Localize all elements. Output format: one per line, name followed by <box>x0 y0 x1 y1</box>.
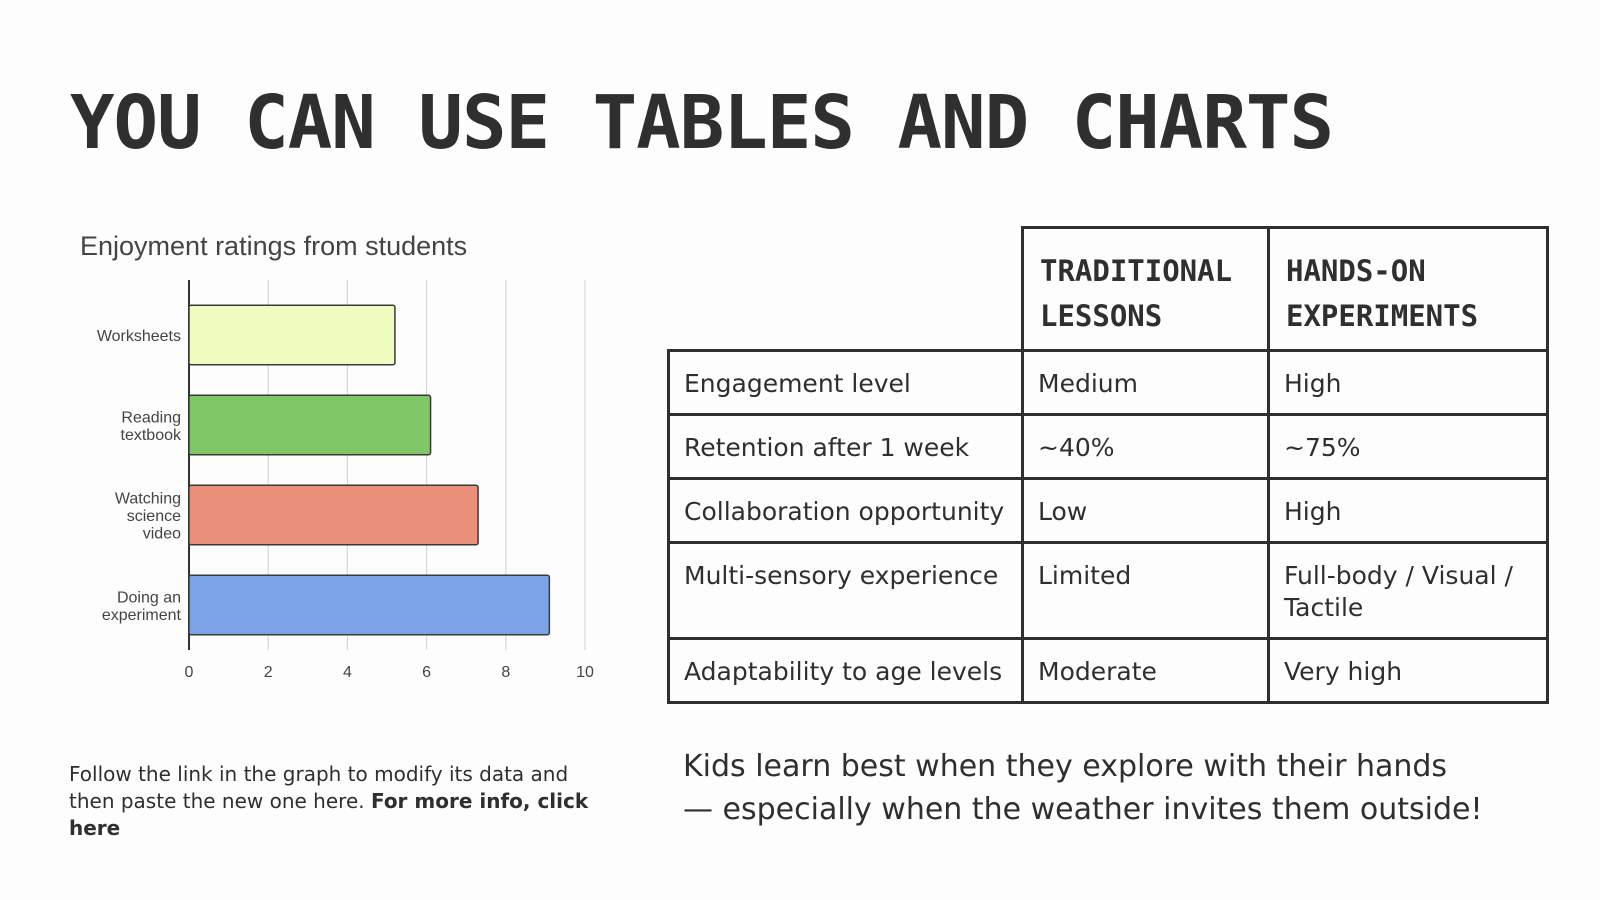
chart-title: Enjoyment ratings from students <box>80 231 468 261</box>
chart-bars <box>189 305 549 634</box>
slide-title: YOU CAN USE TABLES AND CHARTS <box>70 80 1334 166</box>
header-traditional-lessons: TRADITIONAL LESSONS <box>1023 228 1269 351</box>
traditional-cell: Medium <box>1023 351 1269 415</box>
enjoyment-chart[interactable] <box>0 210 620 690</box>
table-row <box>669 543 1548 639</box>
traditional-cell: Low <box>1023 479 1269 543</box>
table-header-row <box>669 228 1548 351</box>
traditional-cell: ~40% <box>1023 415 1269 479</box>
chart-x-tick-labels <box>185 664 594 681</box>
chart-note-text: Follow the link in the graph to modify its data and then paste the new one here. <box>69 762 569 813</box>
x-tick-label: 6 <box>422 664 432 681</box>
bar <box>189 305 395 364</box>
category-label: Doing an experiment <box>101 589 181 624</box>
tagline: Kids learn best when they explore with their hands — especially when the weather invites them outside! <box>683 749 1483 827</box>
chart-category-labels <box>97 328 182 624</box>
table-header-blank <box>669 228 1023 351</box>
hands-on-cell: ~75% <box>1269 415 1548 479</box>
category-label: Watching science video <box>114 490 181 543</box>
more-info-link[interactable]: For more info, click here <box>69 789 589 840</box>
table-row <box>669 479 1548 543</box>
header-hands-on-experiments: HANDS-ON EXPERIMENTS <box>1269 228 1548 351</box>
bar <box>189 485 478 544</box>
traditional-cell: Limited <box>1023 543 1269 639</box>
chart-svg <box>0 210 620 690</box>
x-tick-label: 8 <box>501 664 511 681</box>
table-row <box>669 351 1548 415</box>
x-tick-label: 10 <box>576 664 594 681</box>
bar <box>189 575 549 634</box>
row-label: Engagement level <box>669 351 1023 415</box>
hands-on-cell: High <box>1269 479 1548 543</box>
traditional-cell: Moderate <box>1023 639 1269 703</box>
table-row <box>669 639 1548 703</box>
category-label: Worksheets <box>96 328 181 345</box>
chart-note <box>69 761 599 842</box>
hands-on-cell: High <box>1269 351 1548 415</box>
table-row <box>669 415 1548 479</box>
comparison-table <box>667 226 1549 704</box>
bar <box>189 395 431 454</box>
hands-on-cell: Full-body / Visual / Tactile <box>1269 543 1548 639</box>
row-label: Collaboration opportunity <box>669 479 1023 543</box>
category-label: Reading textbook <box>120 409 181 444</box>
row-label: Adaptability to age levels <box>669 639 1023 703</box>
x-tick-label: 4 <box>342 664 352 681</box>
x-tick-label: 2 <box>263 664 273 681</box>
x-tick-label: 0 <box>184 664 194 681</box>
hands-on-cell: Very high <box>1269 639 1548 703</box>
row-label: Multi-sensory experience <box>669 543 1023 639</box>
row-label: Retention after 1 week <box>669 415 1023 479</box>
